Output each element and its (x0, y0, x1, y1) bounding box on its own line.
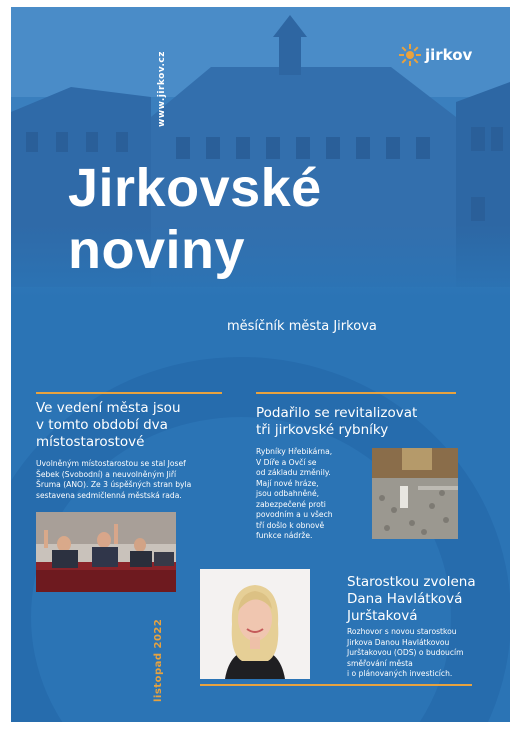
pond-dam-photo (372, 448, 458, 539)
article-1-body: Uvolněným místostarostou se stal Josef Šebek (Svobodní) a neuvolněným Jiří Šruma (ANO). Ze 3 úspěšných stran byla sestavena sedmičlenná městská rada. (36, 459, 192, 500)
article-3-headline[interactable]: Starostkou zvolena Dana Havlátková Jurštaková (347, 574, 476, 624)
article-2-rule (256, 392, 456, 394)
logo-text: jirkov (425, 46, 473, 64)
jirkov-logo (399, 44, 472, 66)
website-url[interactable]: www.jirkov.cz (157, 51, 167, 127)
sun-icon (399, 44, 421, 66)
mayor-portrait (200, 569, 310, 679)
newspaper-title (68, 157, 322, 281)
article-3-rule (200, 684, 472, 686)
article-1-headline[interactable]: Ve vedení města jsou v tomto období dva místostarostové (36, 400, 181, 450)
article-2-headline[interactable]: Podařilo se revitalizovat tři jirkovské rybníky (256, 405, 418, 438)
title-line-1: Jirkovské (68, 158, 322, 218)
article-3-body: Rozhovor s novou starostkou Jirkova Danou Havlátkovou Jurštakovou (ODS) o budoucím směřování města i o plánovaných investicích. (347, 627, 464, 678)
cover-page (11, 7, 510, 722)
title-line-2: noviny (68, 220, 246, 280)
issue-date: listopad 2022 (153, 618, 164, 702)
newspaper-subtitle: měsíčník města Jirkova (227, 319, 377, 334)
article-1-rule (36, 392, 222, 394)
article-2-body: Rybníky Hřebikárna, V Díře a Ovčí se od základu změnily. Mají nové hráze, jsou odbahněné, zabezpečené proti povodním a u všech tří došlo k obnově funkce nádrže. (256, 447, 333, 540)
